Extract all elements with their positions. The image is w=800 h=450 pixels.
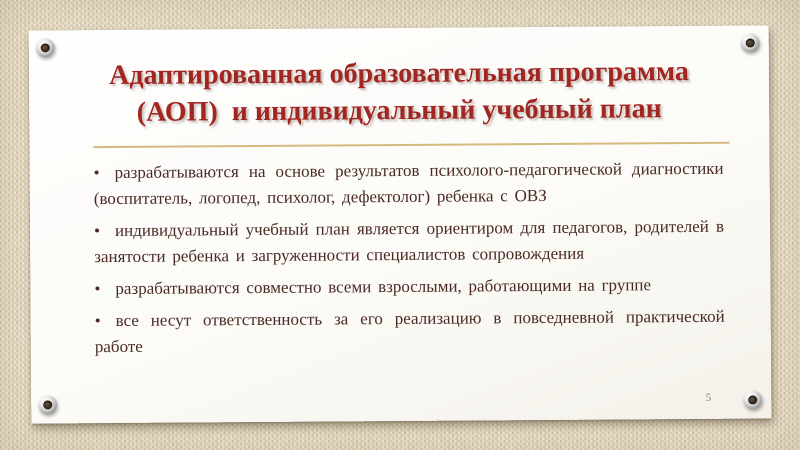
grommet-icon-bottom-left [38, 395, 57, 414]
bullet-item [95, 304, 725, 360]
bullet-text: разрабатываются на основе результатов психолого-педагогической диагностики (воспитатель, логопед, психолог, дефектолог) ребенка с ОВЗ [93, 159, 724, 209]
bullet-text: разрабатываются совместно всеми взрослыми, работающими на группе [115, 275, 652, 299]
bullet-icon: • [93, 221, 101, 241]
bullet-item [94, 272, 724, 302]
slide-body [94, 156, 725, 360]
bullet-icon: • [93, 163, 100, 183]
slide-title [59, 53, 740, 132]
bullet-item [94, 156, 724, 212]
page-number: 5 [705, 391, 712, 404]
grommet-icon-bottom-right [743, 390, 762, 409]
grommet-icon-top-right [741, 33, 760, 52]
bullet-item [94, 214, 724, 270]
bullet-icon: • [94, 311, 101, 331]
grommet-icon-top-left [36, 38, 55, 57]
bullet-icon: • [94, 279, 101, 299]
title-divider [93, 142, 729, 148]
bullet-text: индивидуальный учебный план является ориентиром для педагогов, родителей в занятости ребенка и загруженности специалистов сопровождения [94, 217, 725, 267]
slide-title-line-2: (АОП) и индивидуальный учебный план [136, 93, 662, 129]
bullet-text: все несут ответственность за его реализацию в повседневной практической работе [94, 307, 725, 357]
slide-title-line-1: Адаптированная образовательная программа [108, 55, 689, 92]
slide-card [29, 25, 772, 423]
